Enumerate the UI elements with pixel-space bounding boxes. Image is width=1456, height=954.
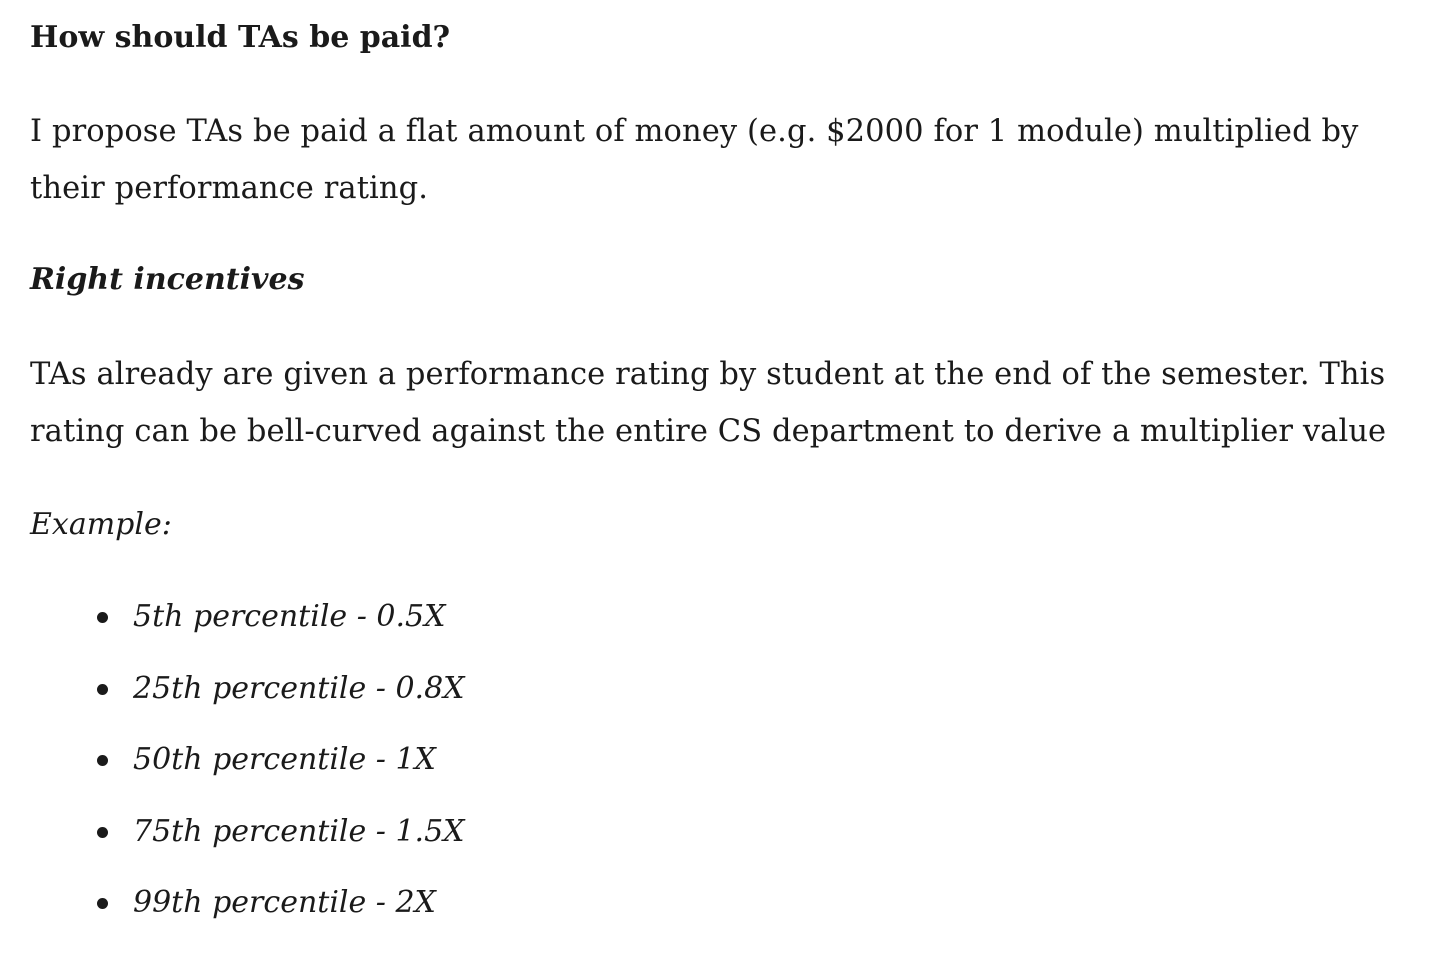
example-list — [30, 596, 465, 954]
list-item-text: 5th percentile - 0.5X — [133, 599, 446, 634]
list-item — [30, 596, 465, 668]
intro-paragraph: I propose TAs be paid a flat amount of money (e.g. $2000 for 1 module) multiplied by their performance rating. — [30, 114, 1359, 206]
list-item-text: 99th percentile - 2X — [133, 885, 436, 920]
example-label: Example: — [30, 507, 172, 542]
list-item-text: 75th percentile - 1.5X — [133, 813, 465, 849]
list-item — [30, 668, 465, 740]
subsection-heading: Right incentives — [30, 262, 305, 297]
bullet-icon — [97, 684, 108, 695]
body-paragraph: TAs already are given a performance rating by student at the end of the semester. This rating can be bell-curved against the entire CS department to derive a multiplier value — [30, 357, 1387, 449]
list-item — [30, 739, 465, 811]
bullet-icon — [97, 827, 108, 838]
list-item — [30, 811, 465, 883]
list-item — [30, 882, 465, 954]
bullet-icon — [97, 755, 108, 766]
list-item-text: 50th percentile - 1X — [133, 742, 436, 777]
list-item-text: 25th percentile - 0.8X — [133, 670, 465, 706]
bullet-icon — [97, 898, 108, 909]
bullet-icon — [97, 612, 108, 623]
section-heading: How should TAs be paid? — [30, 20, 451, 55]
